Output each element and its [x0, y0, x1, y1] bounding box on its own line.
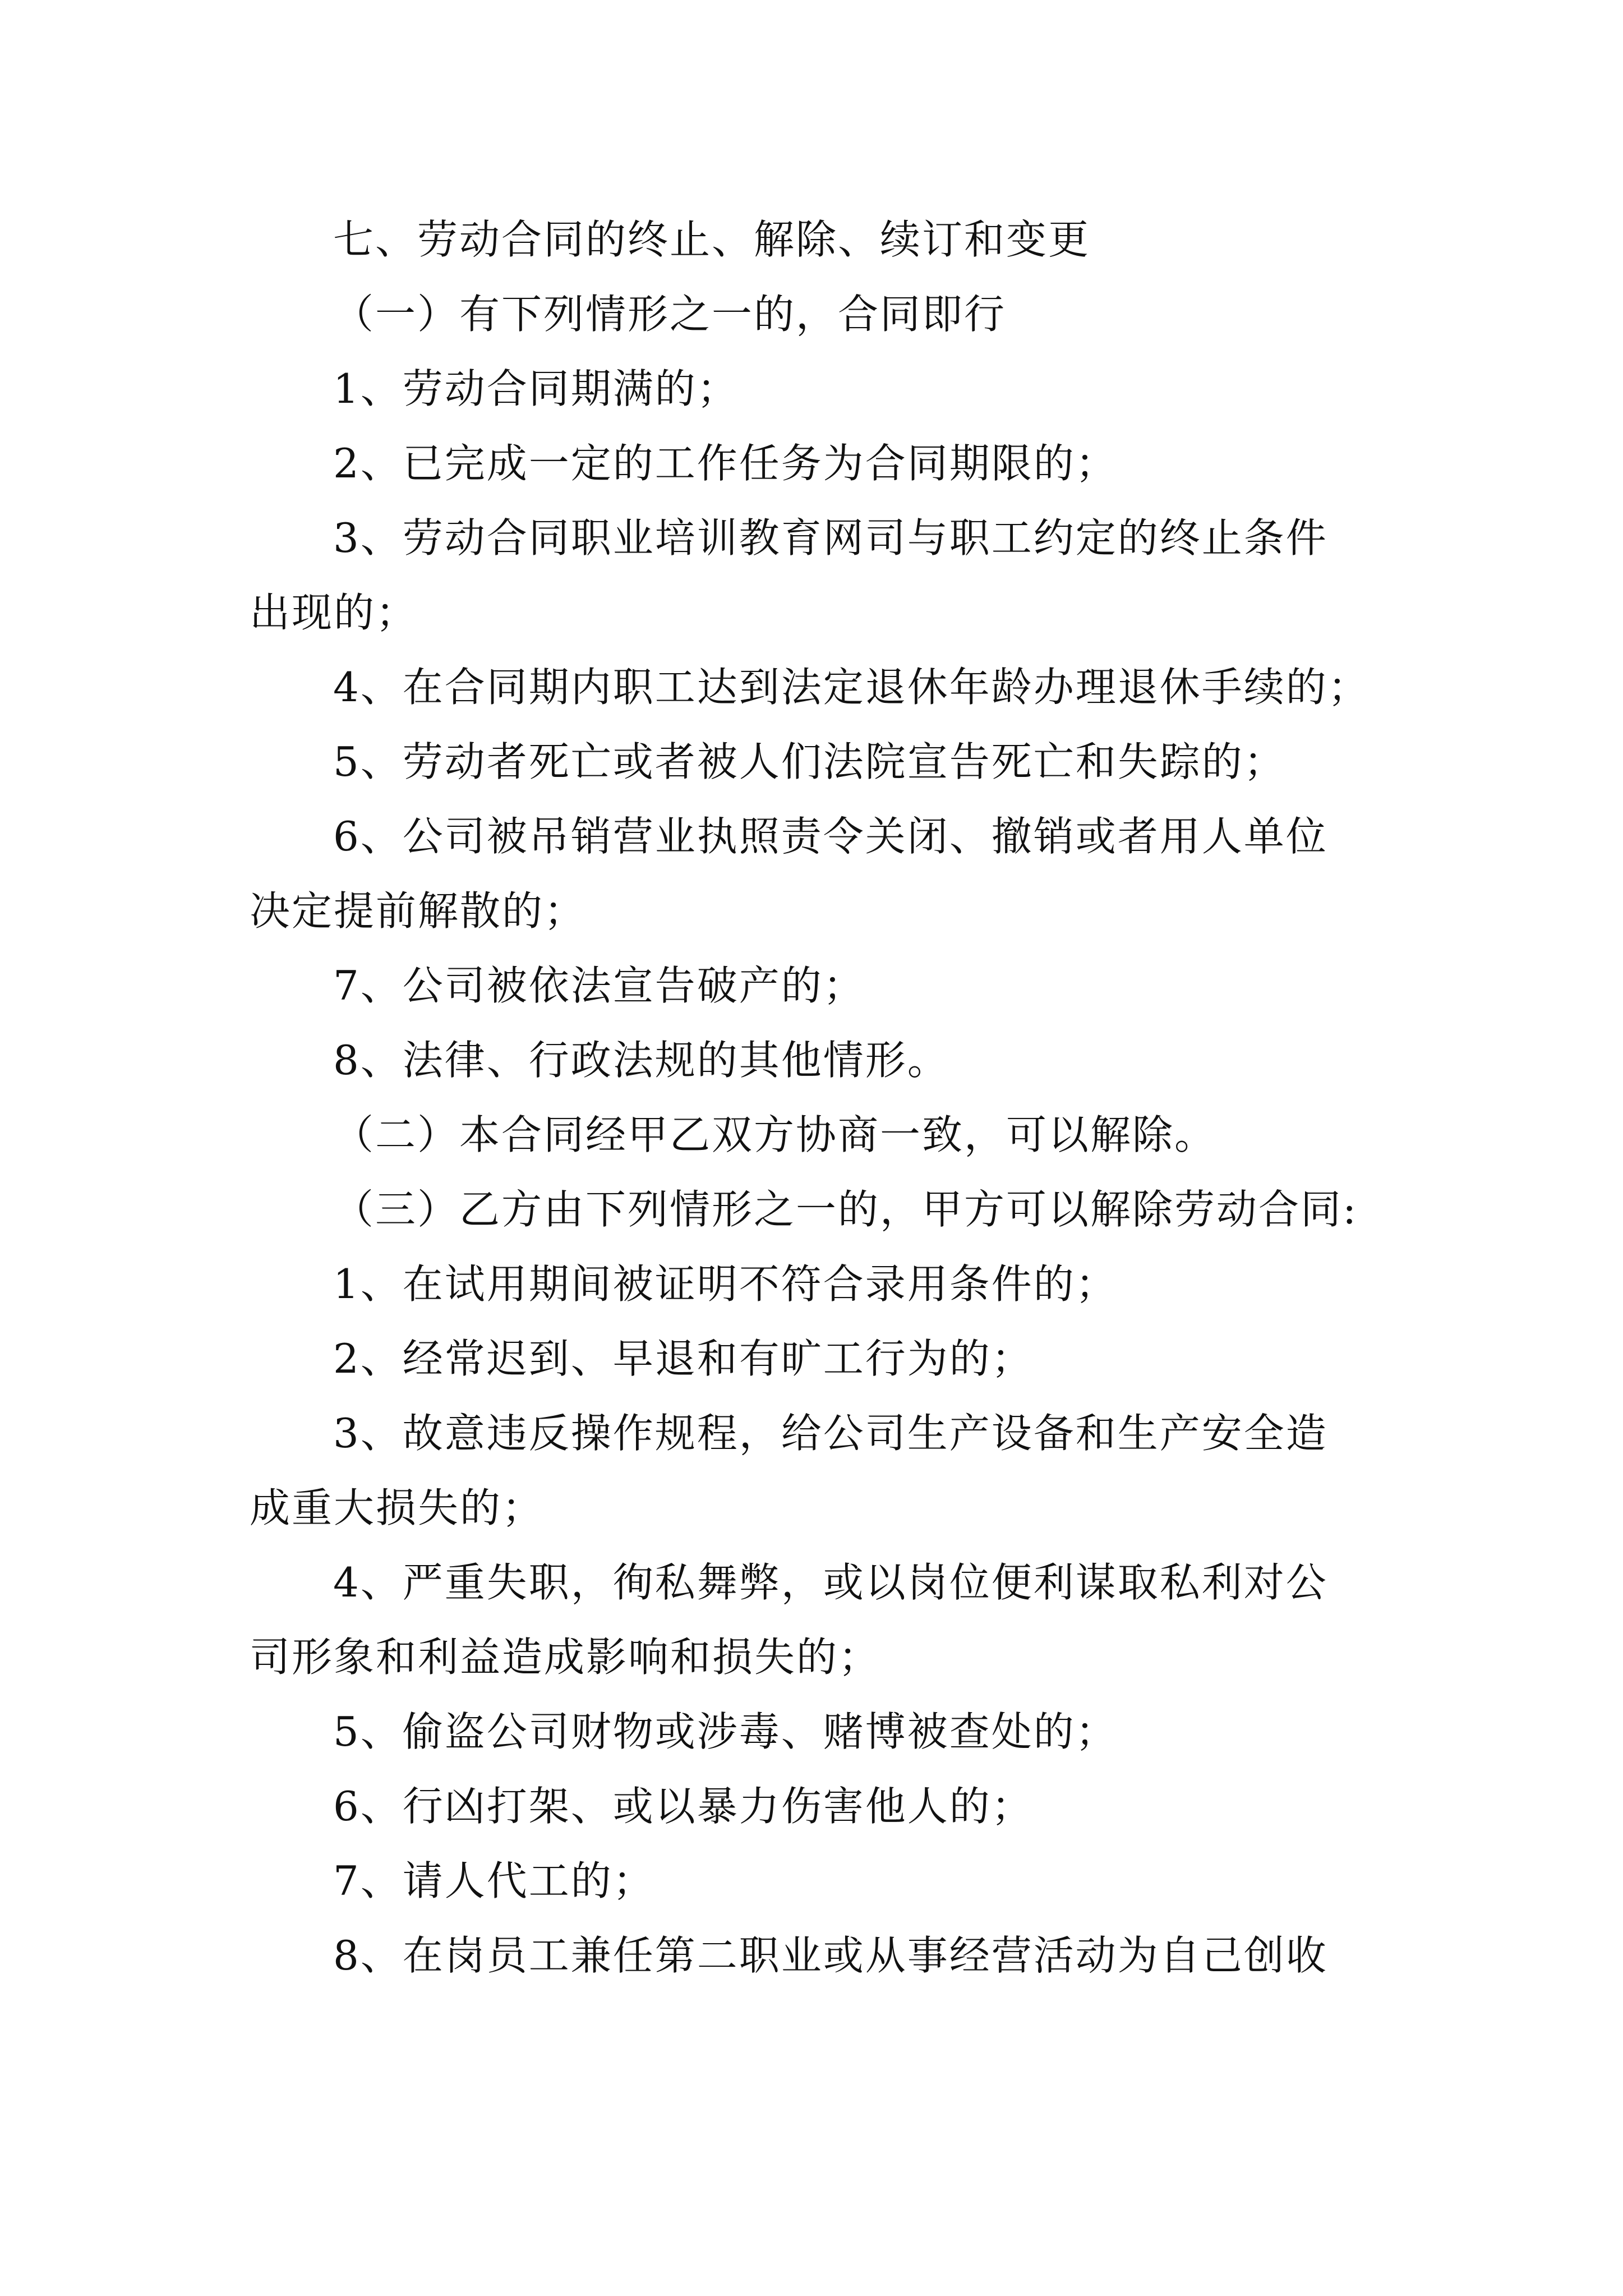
list-item: 8、在岗员工兼任第二职业或从事经营活动为自己创收 [333, 1932, 1328, 1979]
list-item: 4、严重失职，徇私舞弊，或以岗位便利谋取私利对公 [333, 1559, 1328, 1606]
list-item-continuation: 出现的； [250, 589, 418, 636]
subsection-heading: （二）本合同经甲乙双方协商一致，可以解除。 [333, 1111, 1217, 1158]
list-item: 6、公司被吊销营业执照责令关闭、撤销或者用人单位 [333, 813, 1328, 860]
list-item: 4、在合同期内职工达到法定退休年龄办理退休手续的； [333, 664, 1370, 711]
list-item: 3、劳动合同职业培训教育网司与职工约定的终止条件 [333, 514, 1328, 562]
list-item: 2、已完成一定的工作任务为合同期限的； [333, 440, 1118, 487]
list-item: 5、偷盗公司财物或涉毒、赌博被查处的； [333, 1708, 1118, 1755]
list-item-continuation: 成重大损失的； [250, 1484, 545, 1531]
list-item: 2、经常迟到、早退和有旷工行为的； [333, 1335, 1034, 1382]
list-item: 1、在试用期间被证明不符合录用条件的； [333, 1260, 1118, 1308]
list-item-continuation: 司形象和利益造成影响和损失的； [250, 1634, 881, 1681]
subsection-heading: （一）有下列情形之一的，合同即行 [333, 291, 1007, 338]
subsection-heading: （三）乙方由下列情形之一的，甲方可以解除劳动合同: [333, 1186, 1358, 1233]
list-item: 6、行凶打架、或以暴力伤害他人的； [333, 1783, 1034, 1830]
list-item: 8、法律、行政法规的其他情形。 [333, 1037, 949, 1084]
list-item: 7、请人代工的； [333, 1857, 655, 1904]
list-item: 5、劳动者死亡或者被人们法院宣告死亡和失踪的； [333, 738, 1286, 785]
list-item: 3、故意违反操作规程，给公司生产设备和生产安全造 [333, 1410, 1328, 1457]
section-heading: 七、劳动合同的终止、解除、续订和变更 [333, 216, 1091, 263]
list-item: 1、劳动合同期满的； [333, 365, 739, 412]
list-item-continuation: 决定提前解散的； [250, 887, 587, 935]
list-item: 7、公司被依法宣告破产的； [333, 962, 865, 1009]
